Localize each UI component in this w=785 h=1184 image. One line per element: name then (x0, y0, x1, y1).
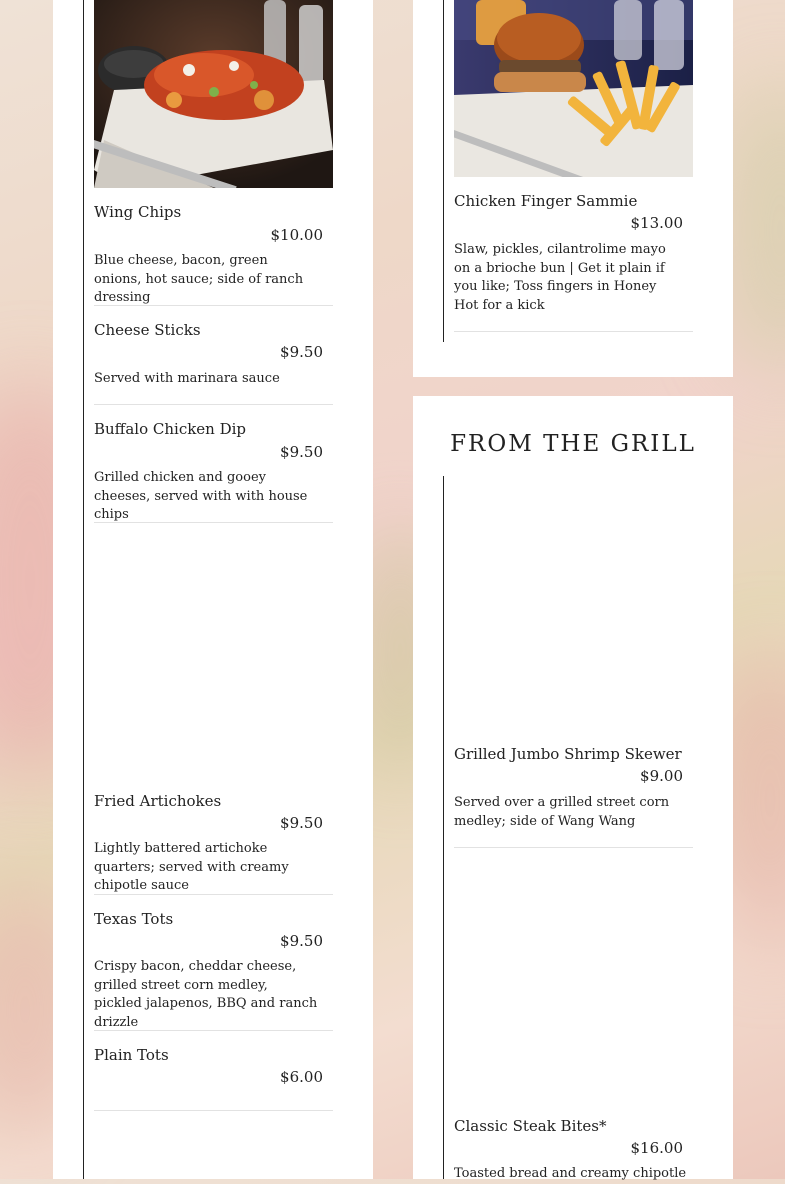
item-name: Chicken Finger Sammie (454, 192, 638, 210)
column-rule (443, 476, 444, 1179)
item-description: Slaw, pickles, cilantrolime mayo on a brioche bun | Get it plain if you like; Toss fingers in Honey Hot for a kick (454, 242, 666, 313)
item-description: Grilled chicken and gooey cheeses, served with with house chips (94, 470, 308, 522)
item-description: Served over a grilled street corn medley; side of Wang Wang (454, 795, 670, 829)
item-price: $13.00 (630, 214, 683, 232)
item-name: Fried Artichokes (94, 792, 222, 810)
item-price: $9.00 (640, 767, 683, 785)
item-divider (94, 404, 333, 405)
item-divider (94, 1110, 333, 1111)
item-description: Toasted bread and creamy chipotle (454, 1166, 687, 1181)
item-divider (94, 305, 333, 306)
item-name: Buffalo Chicken Dip (94, 420, 247, 438)
item-name: Grilled Jumbo Shrimp Skewer (454, 745, 682, 763)
item-price: $10.00 (270, 226, 323, 244)
section-title: FROM THE GRILL (450, 431, 696, 457)
item-description: Served with marinara sauce (94, 371, 280, 386)
sandwiches-card (413, 0, 733, 377)
item-price: $9.50 (280, 343, 323, 361)
item-description: Crispy bacon, cheddar cheese, grilled street corn medley, pickled jalapenos, BBQ and ranch drizzle (94, 959, 318, 1030)
item-name: Wing Chips (94, 203, 182, 221)
wing-chips-photo (94, 0, 333, 188)
item-divider (454, 331, 693, 332)
column-rule (443, 0, 444, 342)
item-price: $9.50 (280, 932, 323, 950)
item-divider (94, 522, 333, 523)
item-divider (94, 894, 333, 895)
item-name: Cheese Sticks (94, 321, 201, 339)
item-price: $16.00 (630, 1139, 683, 1157)
item-price: $9.50 (280, 443, 323, 461)
item-price: $6.00 (280, 1068, 323, 1086)
chicken-finger-sammie-photo (454, 0, 693, 177)
item-description: Lightly battered artichoke quarters; served with creamy chipotle sauce (94, 841, 289, 893)
item-divider (454, 847, 693, 848)
appetizers-card (53, 0, 373, 1179)
item-divider (94, 1030, 333, 1031)
item-name: Plain Tots (94, 1046, 169, 1064)
item-name: Classic Steak Bites* (454, 1117, 607, 1135)
column-rule (83, 0, 84, 1179)
grill-card (413, 396, 733, 1179)
item-price: $9.50 (280, 814, 323, 832)
item-description: Blue cheese, bacon, green onions, hot sauce; side of ranch dressing (94, 253, 304, 305)
item-name: Texas Tots (94, 910, 174, 928)
